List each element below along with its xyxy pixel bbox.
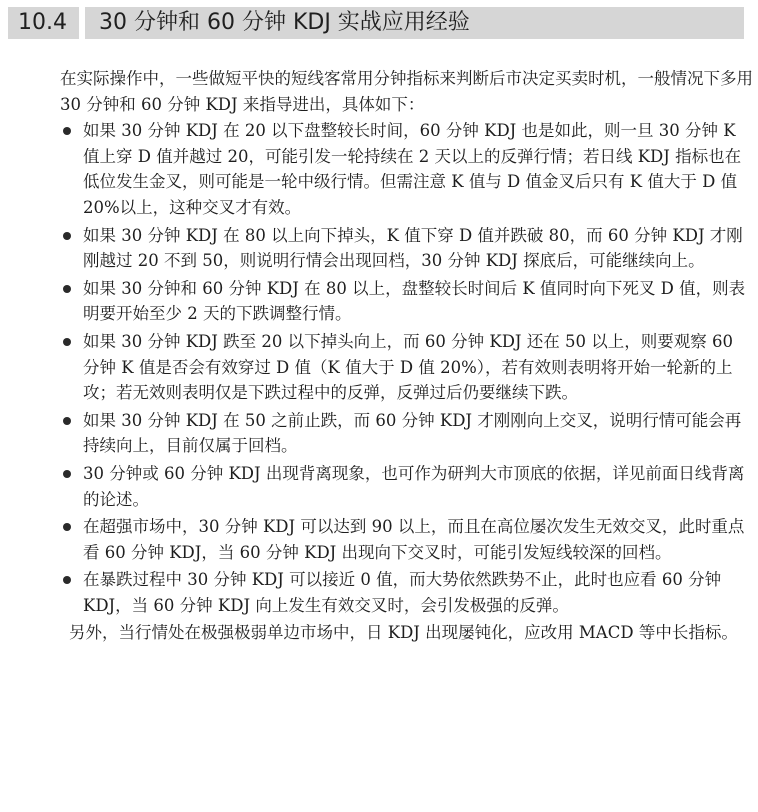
list-item-text: 如果 30 分钟和 60 分钟 KDJ 在 80 以上，盘整较长时间后 K 值同时向下死叉 D 值，则表明要开始至少 2 天的下跌调整行情。 (83, 278, 746, 324)
bullet-icon (63, 285, 71, 293)
list-item-text: 如果 30 分钟 KDJ 跌至 20 以下掉头向上，而 60 分钟 KDJ 还在 50 以上，则要观察 60 分钟 K 值是否会有效穿过 D 值（K 值大于 D 值 20%），若有效则表明将开始一轮新的上攻；若无效则表明仅是下跌过程中的反弹，反弹过后仍要继续下跌。 (83, 331, 734, 403)
list-item-text: 如果 30 分钟 KDJ 在 80 以上向下掉头，K 值下穿 D 值并跌破 80，而 60 分钟 KDJ 才刚刚越过 20 不到 50，则说明行情会出现回档，30 分钟 KDJ 探底后，可能继续向上。 (83, 225, 743, 271)
list-item (50, 408, 753, 459)
list-item (50, 514, 753, 565)
bullet-icon (63, 417, 71, 425)
list-item-text: 在暴跌过程中 30 分钟 KDJ 可以接近 0 值，而大势依然跌势不止，此时也应看 60 分钟 KDJ，当 60 分钟 KDJ 向上发生有效交叉时，会引发极强的反弹。 (83, 570, 722, 615)
list-item (50, 118, 753, 220)
bullet-icon (63, 232, 71, 240)
list-item-text: 30 分钟或 60 分钟 KDJ 出现背离现象，也可作为研判大市顶底的依据，详见前面日线背离的论述。 (83, 463, 745, 509)
intro-paragraph: 在实际操作中，一些做短平快的短线客常用分钟指标来判断后市决定买卖时机，一般情况下多用 30 分钟和 60 分钟 KDJ 来指导进出，具体如下： (60, 69, 753, 114)
bullet-icon (63, 470, 71, 478)
section-body (45, 66, 753, 646)
section-number: 10.4 (8, 7, 79, 39)
list-item-text: 在超强市场中，30 分钟 KDJ 可以达到 90 以上，而且在高位屡次发生无效交叉，此时重点看 60 分钟 KDJ，当 60 分钟 KDJ 出现向下交叉时，可能引发短线较深的回档。 (83, 517, 745, 562)
list-item (50, 329, 753, 406)
bullet-icon (63, 127, 71, 135)
section-header (8, 7, 744, 39)
list-item (50, 223, 753, 274)
list-item-text: 如果 30 分钟 KDJ 在 50 之前止跌，而 60 分钟 KDJ 才刚刚向上交叉，说明行情可能会再持续向上，目前仅属于回档。 (83, 410, 742, 456)
bullet-icon (63, 338, 71, 346)
list-item (50, 461, 753, 512)
list-item (50, 567, 753, 618)
bullet-icon (63, 523, 71, 531)
list-item-text: 如果 30 分钟 KDJ 在 20 以下盘整较长时间，60 分钟 KDJ 也是如此，则一旦 30 分钟 K 值上穿 D 值并越过 20，可能引发一轮持续在 2 天以上的反弹行情；若日线 KDJ 指标也在低位发生金叉，则可能是一轮中级行情。但需注意 K 值与 D 值金叉后只有 K 值大于 D 值 20%以上，这种交叉才有效。 (83, 121, 742, 217)
tips-list (45, 118, 753, 618)
section-title: 30 分钟和 60 分钟 KDJ 实战应用经验 (85, 7, 744, 39)
bullet-icon (63, 576, 71, 584)
list-item (50, 276, 753, 327)
closing-paragraph: 另外，当行情处在极强极弱单边市场中，日 KDJ 出现屡钝化，应改用 MACD 等中长指标。 (69, 623, 738, 643)
